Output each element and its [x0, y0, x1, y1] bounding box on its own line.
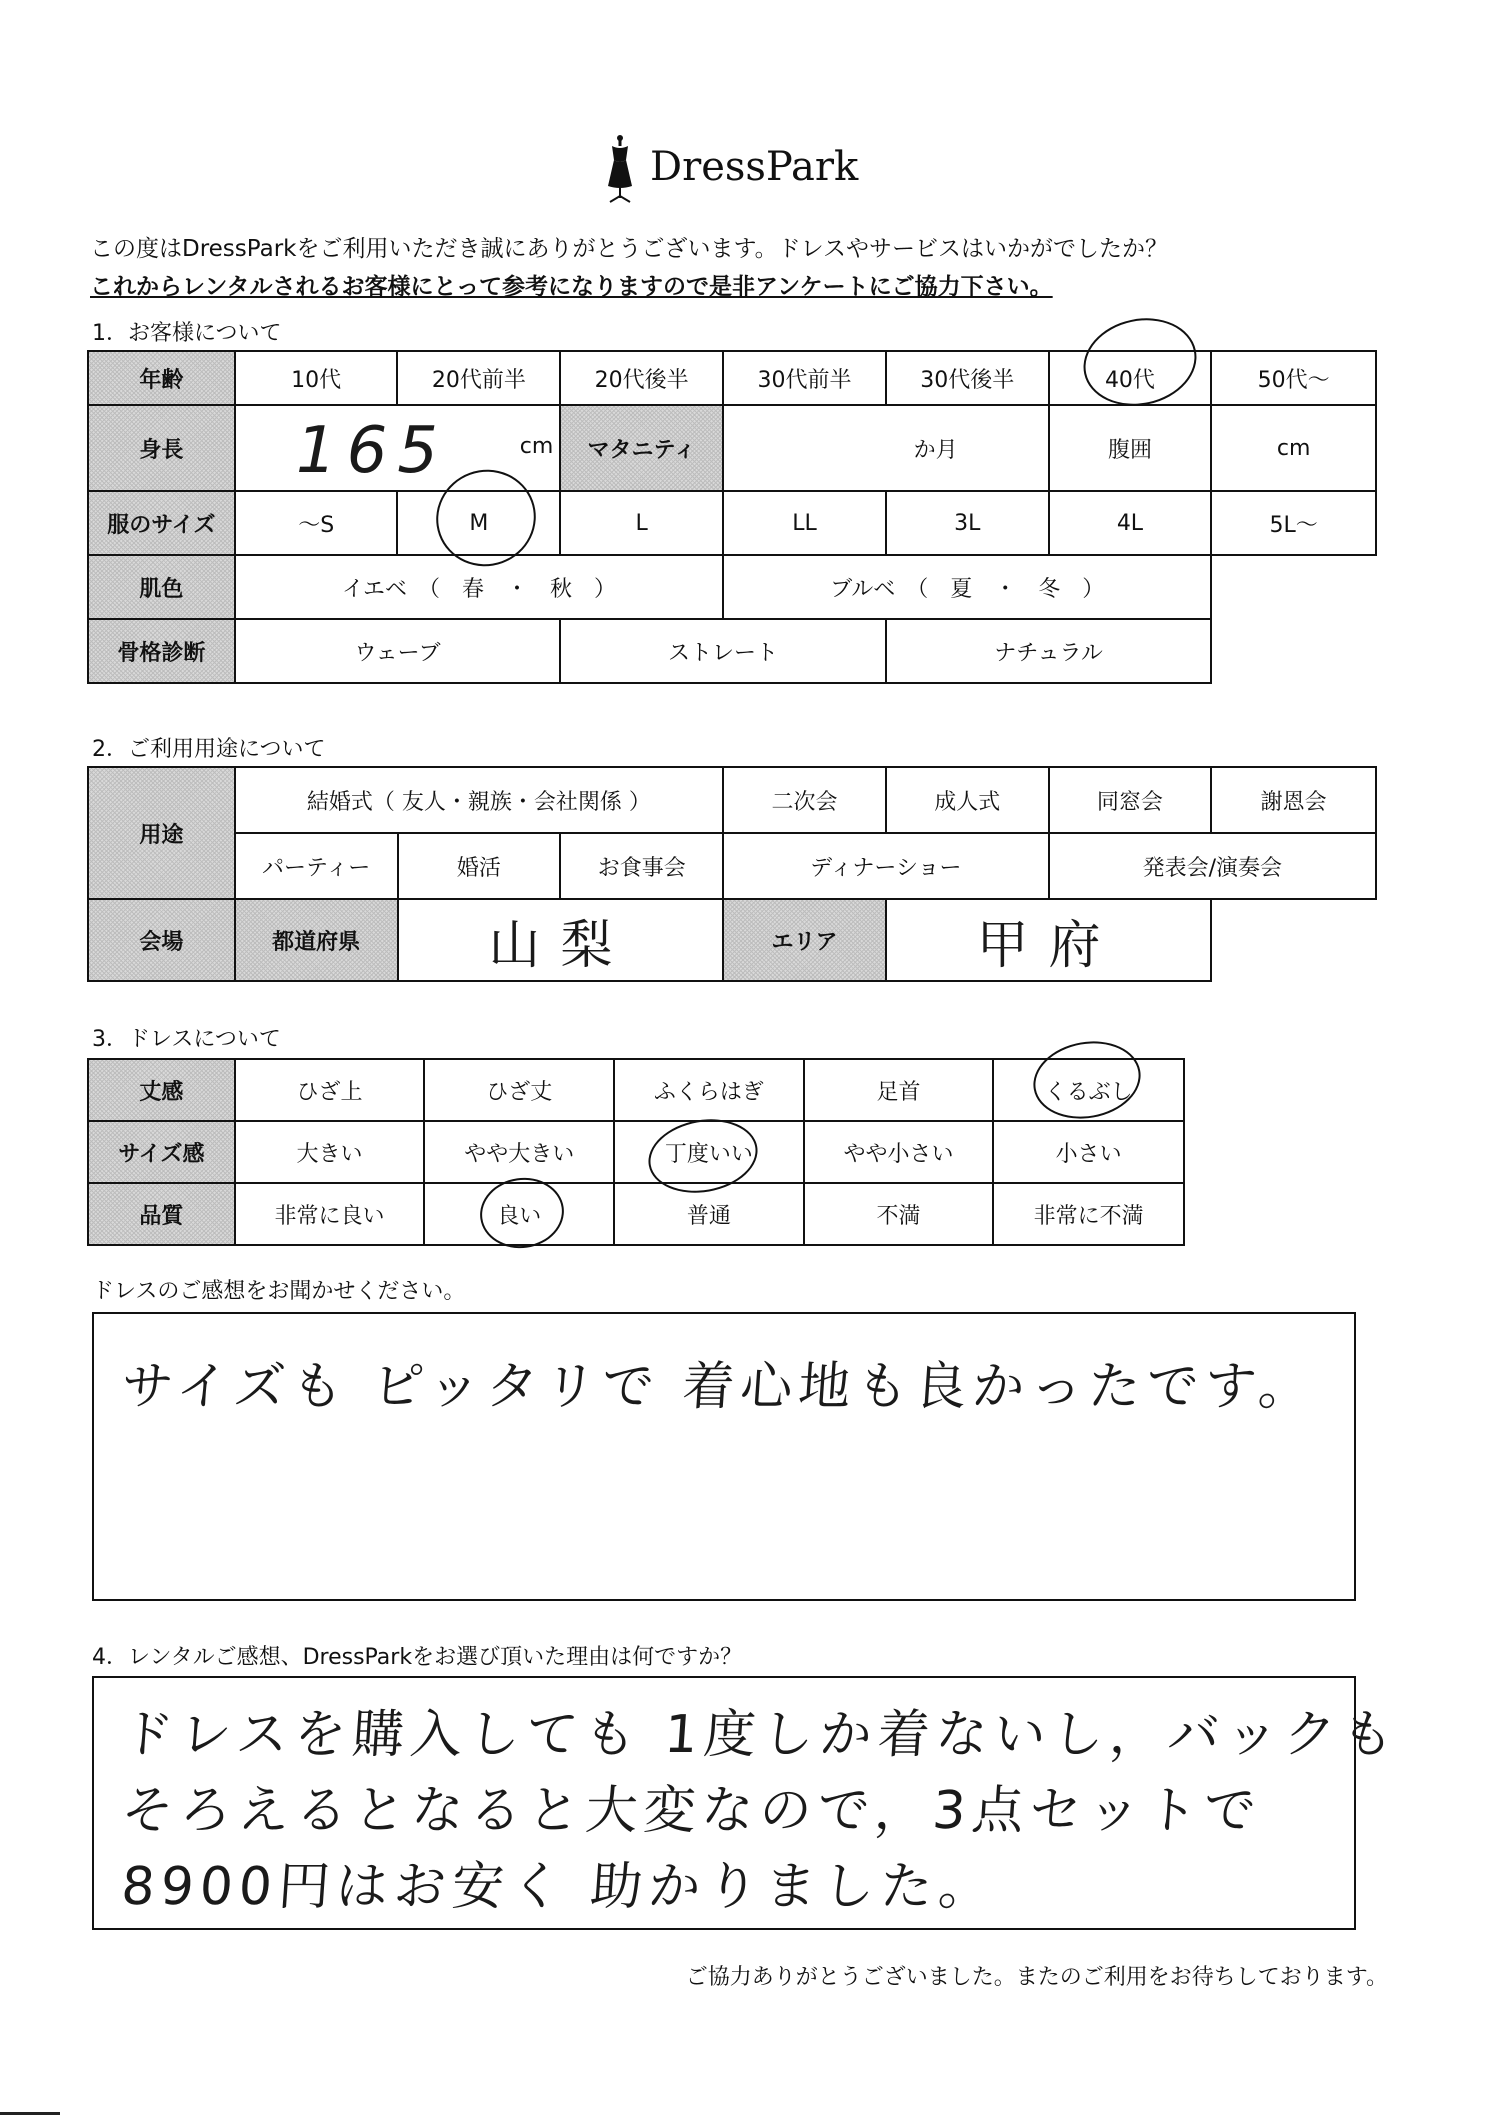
purpose-option[interactable]: 婚活 — [398, 833, 561, 899]
section4-title: 4．レンタルご感想、DressParkをお選び頂いた理由は何ですか？ — [92, 1645, 743, 1670]
size-option[interactable]: 〜S — [235, 491, 398, 555]
purpose-option[interactable]: パーティー — [235, 833, 398, 899]
purpose-option[interactable]: ディナーショー — [723, 833, 1048, 899]
quality-label: 品質 — [88, 1183, 235, 1245]
answer-line: 8900円はお安く 助かりました。 — [119, 1857, 999, 1917]
length-option[interactable]: ひざ上 — [235, 1059, 425, 1121]
prefecture-field[interactable] — [398, 899, 724, 981]
footer-thanks: ご協力ありがとうございました。またのご利用をお待ちしております。 — [685, 1965, 1388, 1990]
prefecture-label: 都道府県 — [235, 899, 398, 981]
length-option[interactable]: ふくらはぎ — [614, 1059, 804, 1121]
age-option[interactable]: 50代〜 — [1211, 351, 1376, 405]
fit-option[interactable]: やや大きい — [424, 1121, 614, 1183]
length-label: 丈感 — [88, 1059, 235, 1121]
height-value: 165 — [295, 414, 449, 488]
dress-form-icon — [600, 134, 640, 206]
fit-label: サイズ感 — [88, 1121, 235, 1183]
size-option-selected[interactable]: M — [397, 491, 560, 555]
age-option[interactable]: 30代前半 — [723, 351, 886, 405]
purpose-option[interactable]: 同窓会 — [1049, 767, 1212, 833]
section1-title: 1．お客様について — [92, 321, 282, 346]
purpose-option[interactable]: 二次会 — [723, 767, 886, 833]
age-option[interactable]: 20代後半 — [560, 351, 723, 405]
purpose-option[interactable]: 発表会/演奏会 — [1049, 833, 1376, 899]
age-label: 年齢 — [88, 351, 235, 405]
intro-request: これからレンタルされるお客様にとって参考になりますので是非アンケートにご協力下さい。 — [90, 274, 1053, 300]
height-field[interactable] — [235, 405, 560, 491]
purpose-table — [87, 766, 1377, 982]
height-unit: cm — [519, 434, 554, 459]
skeleton-option[interactable]: ウェーブ — [235, 619, 560, 683]
quality-option[interactable]: 非常に良い — [235, 1183, 425, 1245]
waist-label: 腹囲 — [1049, 405, 1212, 491]
skin-label: 肌色 — [88, 555, 235, 619]
age-option[interactable]: 10代 — [235, 351, 398, 405]
age-option-selected[interactable]: 40代 — [1049, 351, 1212, 405]
size-option[interactable]: 3L — [886, 491, 1049, 555]
area-value: 甲府 — [976, 915, 1121, 976]
dress-table — [87, 1058, 1185, 1246]
length-option[interactable]: ひざ丈 — [424, 1059, 614, 1121]
size-option[interactable]: LL — [723, 491, 886, 555]
purpose-option[interactable]: 謝恩会 — [1211, 767, 1376, 833]
quality-option[interactable]: 不満 — [804, 1183, 994, 1245]
length-option[interactable]: 足首 — [804, 1059, 994, 1121]
section3-title: 3．ドレスについて — [92, 1027, 281, 1052]
scan-artifact — [0, 2112, 60, 2115]
age-option[interactable]: 20代前半 — [397, 351, 560, 405]
brand-name: DressPark — [650, 144, 859, 190]
skin-yellow[interactable]: イエベ （ 春 ・ 秋 ） — [235, 555, 723, 619]
fit-option[interactable]: やや小さい — [804, 1121, 994, 1183]
skeleton-label: 骨格診断 — [88, 619, 235, 683]
purpose-option[interactable]: 成人式 — [886, 767, 1049, 833]
venue-label: 会場 — [88, 899, 235, 981]
fit-option[interactable]: 大きい — [235, 1121, 425, 1183]
purpose-label: 用途 — [88, 767, 235, 899]
intro-text: この度はDressParkをご利用いただき誠にありがとうございます。ドレスやサービスはいかがでしたか？ — [90, 236, 1168, 262]
answer-line: そろえるとなると大変なので，3点セットで — [119, 1781, 1264, 1841]
answer-box[interactable] — [92, 1676, 1402, 1930]
age-option[interactable]: 30代後半 — [886, 351, 1049, 405]
fit-option-selected[interactable]: 丁度いい — [614, 1121, 804, 1183]
quality-option[interactable]: 非常に不満 — [993, 1183, 1184, 1245]
section2-title: 2．ご利用用途について — [92, 737, 326, 762]
area-field[interactable] — [886, 899, 1211, 981]
purpose-option[interactable]: お食事会 — [560, 833, 723, 899]
prefecture-value: 山梨 — [488, 915, 633, 976]
skeleton-option[interactable]: ストレート — [560, 619, 886, 683]
size-option[interactable]: 4L — [1049, 491, 1212, 555]
maternity-label: マタニティ — [560, 405, 723, 491]
area-label: エリア — [723, 899, 886, 981]
skin-blue[interactable]: ブルベ （ 夏 ・ 冬 ） — [723, 555, 1211, 619]
waist-unit[interactable]: cm — [1211, 405, 1376, 491]
months-unit: か月 — [913, 437, 958, 463]
quality-option-selected[interactable]: 良い — [424, 1183, 614, 1245]
comment-prompt: ドレスのご感想をお聞かせください。 — [92, 1279, 466, 1304]
answer-line: ドレスを購入しても 1度しか着ないし，バックも — [119, 1705, 1402, 1765]
fit-option[interactable]: 小さい — [993, 1121, 1184, 1183]
size-option[interactable]: 5L〜 — [1211, 491, 1376, 555]
purpose-option[interactable]: 結婚式（ 友人・親族・会社関係 ） — [235, 767, 724, 833]
size-option[interactable]: L — [560, 491, 723, 555]
height-label: 身長 — [88, 405, 235, 491]
comment-box[interactable] — [92, 1312, 1356, 1601]
maternity-months[interactable] — [723, 405, 1049, 491]
skeleton-option[interactable]: ナチュラル — [886, 619, 1211, 683]
size-label: 服のサイズ — [88, 491, 235, 555]
brand-logo — [600, 130, 900, 210]
length-option-selected[interactable]: くるぶし — [993, 1059, 1184, 1121]
comment-text: サイズも ピッタリで 着心地も良かったです。 — [119, 1357, 1319, 1417]
quality-option[interactable]: 普通 — [614, 1183, 804, 1245]
customer-table — [87, 350, 1377, 684]
